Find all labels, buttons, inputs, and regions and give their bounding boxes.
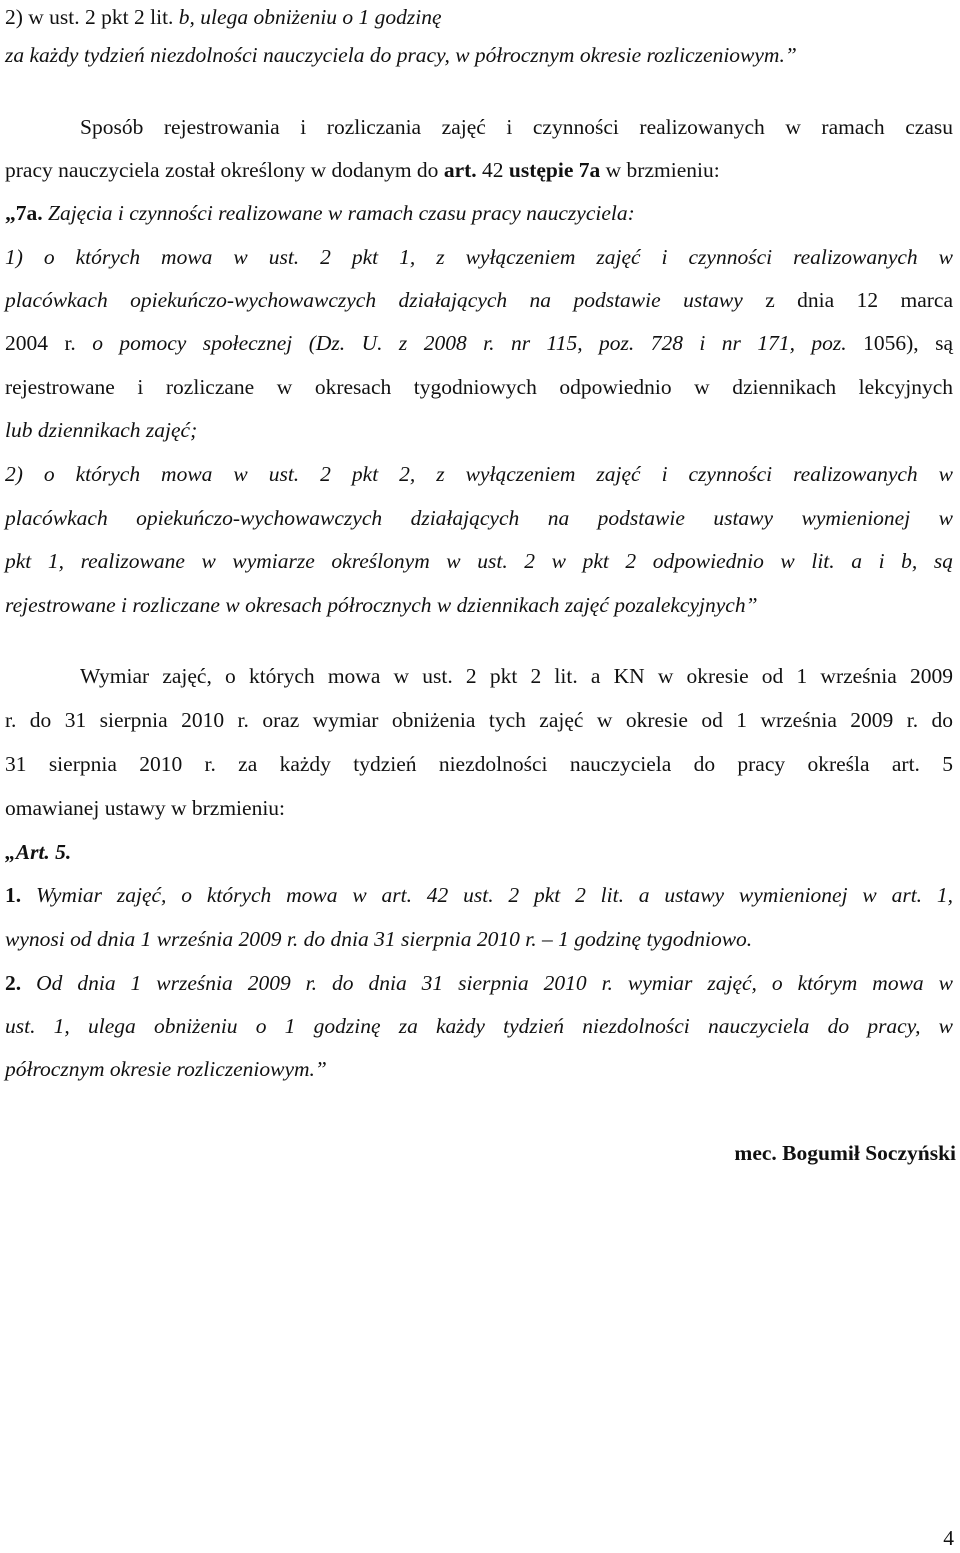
text-line <box>5 1054 327 1084</box>
text-segment: 2. <box>5 971 22 995</box>
text-segment: pracy nauczyciela został określony w dodanym do <box>5 158 444 182</box>
text-segment: Wymiar zajęć, o których mowa w ust. 2 pkt 2 lit. a KN w okresie od 1 września 2009 <box>80 664 953 688</box>
text-segment: b, ulega obniżeniu o 1 godzinę <box>178 5 442 29</box>
text-segment: r. do 31 sierpnia 2010 r. oraz wymiar obniżenia tych zajęć w okresie od 1 września 2009 r. do <box>5 708 953 732</box>
text-segment: 1056), są <box>863 331 953 355</box>
text-segment: 2004 r. <box>5 331 93 355</box>
text-segment: 31 sierpnia 2010 r. za każdy tydzień niezdolności nauczyciela do pracy określa art. 5 <box>5 752 953 776</box>
text-segment: o pomocy społecznej (Dz. U. z 2008 r. nr 115, poz. 728 i nr 171, poz. <box>92 331 864 355</box>
text-segment: 1) o których mowa w ust. 2 pkt 1, z wyłączeniem zajęć i czynności realizowanych w <box>5 245 953 269</box>
text-line <box>5 546 953 576</box>
text-segment: „7a. <box>5 201 43 225</box>
signature: mec. Bogumił Soczyński <box>734 1141 956 1165</box>
text-line <box>5 968 953 998</box>
text-line <box>80 112 953 142</box>
text-line <box>5 837 71 867</box>
text-line <box>5 749 953 779</box>
text-line <box>5 155 720 185</box>
text-line <box>5 503 953 533</box>
text-segment: 1. <box>5 883 22 907</box>
text-segment: rejestrowane i rozliczane w okresach tygodniowych odpowiednio w dziennikach lekcyjnych <box>5 375 953 399</box>
text-segment: art. <box>443 158 477 182</box>
text-line <box>5 793 285 823</box>
text-line <box>5 590 758 620</box>
text-line <box>5 285 953 315</box>
text-segment: placówkach opiekuńczo-wychowawczych działających na podstawie ustawy wymienionej w <box>5 506 953 530</box>
text-line <box>5 880 953 910</box>
text-segment: a i b, są <box>851 549 954 573</box>
text-segment: wynosi od dnia 1 września 2009 r. do dnia 31 sierpnia 2010 r. – 1 godzinę tygodniowo. <box>5 927 753 951</box>
text-segment: Sposób rejestrowania i rozliczania zajęć i czynności realizowanych w ramach czasu <box>80 115 953 139</box>
text-segment: placówkach opiekuńczo-wychowawczych działających na podstawie ustawy <box>5 288 766 312</box>
text-segment: omawianej ustawy w brzmieniu: <box>5 796 286 820</box>
text-line <box>5 328 953 358</box>
text-segment: „Art. 5. <box>5 840 72 864</box>
text-segment: w brzmieniu: <box>600 158 720 182</box>
text-segment: 2) w ust. 2 pkt 2 lit. <box>5 5 179 29</box>
text-line <box>5 372 953 402</box>
text-segment: 2 w pkt 2 odpowiednio w lit. <box>524 549 852 573</box>
text-line <box>5 415 197 445</box>
text-line <box>5 705 953 735</box>
text-segment: za każdy tydzień niezdolności nauczyciela do pracy, w półrocznym okresie rozliczeniowym.” <box>5 43 797 67</box>
text-segment: ustępie 7a <box>508 158 601 182</box>
text-segment: półrocznym okresie rozliczeniowym.” <box>5 1057 327 1081</box>
text-segment: 2) o których mowa w ust. <box>5 462 321 486</box>
text-segment: ust. 1, ulega obniżeniu o 1 godzinę za każdy tydzień niezdolności nauczyciela do pracy, w <box>5 1014 953 1038</box>
text-line <box>5 242 953 272</box>
text-line <box>5 40 797 70</box>
text-line <box>5 924 752 954</box>
text-line <box>5 198 635 228</box>
text-segment: Zajęcia i czynności realizowane w ramach czasu pracy nauczyciela: <box>42 201 635 225</box>
text-segment: lub dziennikach zajęć; <box>5 418 198 442</box>
text-segment: 2 pkt 2, z wyłączeniem zajęć i czynności realizowanych w <box>320 462 953 486</box>
text-line <box>5 2 442 32</box>
text-segment: pkt 1, realizowane w wymiarze określonym w ust. <box>5 549 525 573</box>
text-segment: z dnia 12 marca <box>765 288 953 312</box>
text-line <box>5 1011 953 1041</box>
text-segment: Wymiar zajęć, o których mowa w art. 42 ust. 2 pkt 2 lit. a ustawy wymienionej w art. 1, <box>21 883 953 907</box>
text-line <box>5 459 953 489</box>
text-line <box>80 661 953 691</box>
text-segment: Od dnia 1 września 2009 r. do dnia 31 sierpnia 2010 r. wymiar zajęć, o którym mowa w <box>21 971 953 995</box>
text-segment: rejestrowane i rozliczane w okresach półrocznych w dziennikach zajęć pozalekcyjnych” <box>5 593 758 617</box>
page-number: 4 <box>943 1526 954 1550</box>
text-segment: 42 <box>476 158 509 182</box>
